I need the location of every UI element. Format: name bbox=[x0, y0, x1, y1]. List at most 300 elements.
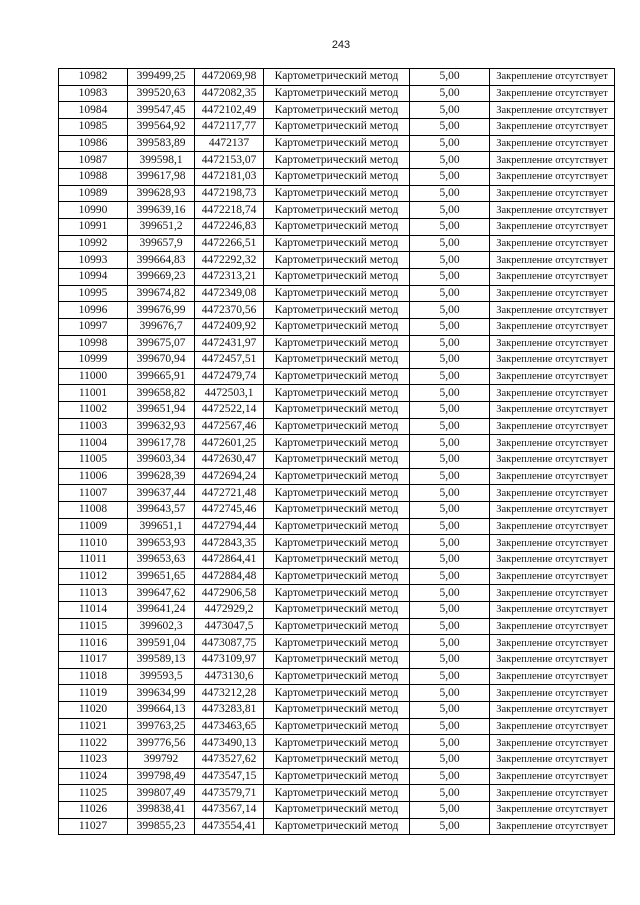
table-row bbox=[59, 602, 615, 619]
fixing-description-cell: Закрепление отсутствует bbox=[490, 402, 615, 419]
x-coordinate-cell: 399669,23 bbox=[128, 268, 195, 285]
table-row bbox=[59, 485, 615, 502]
accuracy-cell: 5,00 bbox=[410, 685, 490, 702]
point-number-cell: 11013 bbox=[59, 585, 128, 602]
fixing-description-cell: Закрепление отсутствует bbox=[490, 69, 615, 86]
fixing-description-cell: Закрепление отсутствует bbox=[490, 485, 615, 502]
method-cell: Картометрический метод bbox=[264, 252, 410, 269]
fixing-description-cell: Закрепление отсутствует bbox=[490, 335, 615, 352]
fixing-description-cell: Закрепление отсутствует bbox=[490, 135, 615, 152]
accuracy-cell: 5,00 bbox=[410, 585, 490, 602]
y-coordinate-cell: 4473527,62 bbox=[195, 751, 264, 768]
y-coordinate-cell: 4472864,41 bbox=[195, 552, 264, 569]
fixing-description-cell: Закрепление отсутствует bbox=[490, 618, 615, 635]
fixing-description-cell: Закрепление отсутствует bbox=[490, 735, 615, 752]
x-coordinate-cell: 399628,93 bbox=[128, 185, 195, 202]
table-row bbox=[59, 552, 615, 569]
point-number-cell: 11010 bbox=[59, 535, 128, 552]
point-number-cell: 11003 bbox=[59, 418, 128, 435]
table-row bbox=[59, 468, 615, 485]
x-coordinate-cell: 399763,25 bbox=[128, 718, 195, 735]
method-cell: Картометрический метод bbox=[264, 768, 410, 785]
y-coordinate-cell: 4472457,51 bbox=[195, 352, 264, 369]
point-number-cell: 11012 bbox=[59, 568, 128, 585]
table-row bbox=[59, 635, 615, 652]
point-number-cell: 11025 bbox=[59, 785, 128, 802]
point-number-cell: 11015 bbox=[59, 618, 128, 635]
point-number-cell: 10993 bbox=[59, 252, 128, 269]
x-coordinate-cell: 399591,04 bbox=[128, 635, 195, 652]
y-coordinate-cell: 4472721,48 bbox=[195, 485, 264, 502]
x-coordinate-cell: 399564,92 bbox=[128, 118, 195, 135]
accuracy-cell: 5,00 bbox=[410, 718, 490, 735]
table-row bbox=[59, 618, 615, 635]
fixing-description-cell: Закрепление отсутствует bbox=[490, 635, 615, 652]
y-coordinate-cell: 4472266,51 bbox=[195, 235, 264, 252]
table-row bbox=[59, 168, 615, 185]
y-coordinate-cell: 4473212,28 bbox=[195, 685, 264, 702]
fixing-description-cell: Закрепление отсутствует bbox=[490, 701, 615, 718]
method-cell: Картометрический метод bbox=[264, 318, 410, 335]
y-coordinate-cell: 4472198,73 bbox=[195, 185, 264, 202]
method-cell: Картометрический метод bbox=[264, 185, 410, 202]
x-coordinate-cell: 399589,13 bbox=[128, 651, 195, 668]
table-row bbox=[59, 252, 615, 269]
accuracy-cell: 5,00 bbox=[410, 668, 490, 685]
method-cell: Картометрический метод bbox=[264, 468, 410, 485]
fixing-description-cell: Закрепление отсутствует bbox=[490, 668, 615, 685]
point-number-cell: 10991 bbox=[59, 218, 128, 235]
x-coordinate-cell: 399593,5 bbox=[128, 668, 195, 685]
fixing-description-cell: Закрепление отсутствует bbox=[490, 85, 615, 102]
accuracy-cell: 5,00 bbox=[410, 385, 490, 402]
fixing-description-cell: Закрепление отсутствует bbox=[490, 801, 615, 818]
y-coordinate-cell: 4472694,24 bbox=[195, 468, 264, 485]
accuracy-cell: 5,00 bbox=[410, 318, 490, 335]
y-coordinate-cell: 4472745,46 bbox=[195, 502, 264, 519]
accuracy-cell: 5,00 bbox=[410, 152, 490, 169]
method-cell: Картометрический метод bbox=[264, 285, 410, 302]
accuracy-cell: 5,00 bbox=[410, 218, 490, 235]
fixing-description-cell: Закрепление отсутствует bbox=[490, 602, 615, 619]
table-row bbox=[59, 701, 615, 718]
fixing-description-cell: Закрепление отсутствует bbox=[490, 468, 615, 485]
point-number-cell: 11005 bbox=[59, 452, 128, 469]
accuracy-cell: 5,00 bbox=[410, 818, 490, 835]
accuracy-cell: 5,00 bbox=[410, 168, 490, 185]
accuracy-cell: 5,00 bbox=[410, 502, 490, 519]
table-row bbox=[59, 568, 615, 585]
accuracy-cell: 5,00 bbox=[410, 785, 490, 802]
x-coordinate-cell: 399632,93 bbox=[128, 418, 195, 435]
table-body bbox=[59, 69, 615, 835]
x-coordinate-cell: 399670,94 bbox=[128, 352, 195, 369]
point-number-cell: 11020 bbox=[59, 701, 128, 718]
accuracy-cell: 5,00 bbox=[410, 418, 490, 435]
point-number-cell: 10990 bbox=[59, 202, 128, 219]
method-cell: Картометрический метод bbox=[264, 552, 410, 569]
point-number-cell: 11021 bbox=[59, 718, 128, 735]
table-row bbox=[59, 585, 615, 602]
accuracy-cell: 5,00 bbox=[410, 268, 490, 285]
y-coordinate-cell: 4473130,6 bbox=[195, 668, 264, 685]
x-coordinate-cell: 399651,2 bbox=[128, 218, 195, 235]
x-coordinate-cell: 399598,1 bbox=[128, 152, 195, 169]
x-coordinate-cell: 399838,41 bbox=[128, 801, 195, 818]
fixing-description-cell: Закрепление отсутствует bbox=[490, 585, 615, 602]
method-cell: Картометрический метод bbox=[264, 335, 410, 352]
y-coordinate-cell: 4472522,14 bbox=[195, 402, 264, 419]
y-coordinate-cell: 4472567,46 bbox=[195, 418, 264, 435]
fixing-description-cell: Закрепление отсутствует bbox=[490, 168, 615, 185]
method-cell: Картометрический метод bbox=[264, 602, 410, 619]
x-coordinate-cell: 399657,9 bbox=[128, 235, 195, 252]
method-cell: Картометрический метод bbox=[264, 535, 410, 552]
x-coordinate-cell: 399499,25 bbox=[128, 69, 195, 86]
table-row bbox=[59, 785, 615, 802]
x-coordinate-cell: 399617,78 bbox=[128, 435, 195, 452]
table-row bbox=[59, 318, 615, 335]
table-row bbox=[59, 685, 615, 702]
accuracy-cell: 5,00 bbox=[410, 602, 490, 619]
point-number-cell: 10995 bbox=[59, 285, 128, 302]
method-cell: Картометрический метод bbox=[264, 635, 410, 652]
point-number-cell: 10992 bbox=[59, 235, 128, 252]
fixing-description-cell: Закрепление отсутствует bbox=[490, 818, 615, 835]
accuracy-cell: 5,00 bbox=[410, 202, 490, 219]
table-row bbox=[59, 651, 615, 668]
method-cell: Картометрический метод bbox=[264, 168, 410, 185]
fixing-description-cell: Закрепление отсутствует bbox=[490, 518, 615, 535]
fixing-description-cell: Закрепление отсутствует bbox=[490, 385, 615, 402]
table-row bbox=[59, 801, 615, 818]
point-number-cell: 11018 bbox=[59, 668, 128, 685]
fixing-description-cell: Закрепление отсутствует bbox=[490, 718, 615, 735]
accuracy-cell: 5,00 bbox=[410, 485, 490, 502]
table-row bbox=[59, 302, 615, 319]
method-cell: Картометрический метод bbox=[264, 118, 410, 135]
x-coordinate-cell: 399603,34 bbox=[128, 452, 195, 469]
point-number-cell: 10999 bbox=[59, 352, 128, 369]
table-row bbox=[59, 518, 615, 535]
x-coordinate-cell: 399653,93 bbox=[128, 535, 195, 552]
y-coordinate-cell: 4473554,41 bbox=[195, 818, 264, 835]
accuracy-cell: 5,00 bbox=[410, 568, 490, 585]
accuracy-cell: 5,00 bbox=[410, 135, 490, 152]
accuracy-cell: 5,00 bbox=[410, 468, 490, 485]
y-coordinate-cell: 4473567,14 bbox=[195, 801, 264, 818]
method-cell: Картометрический метод bbox=[264, 402, 410, 419]
fixing-description-cell: Закрепление отсутствует bbox=[490, 418, 615, 435]
method-cell: Картометрический метод bbox=[264, 302, 410, 319]
fixing-description-cell: Закрепление отсутствует bbox=[490, 435, 615, 452]
y-coordinate-cell: 4472292,32 bbox=[195, 252, 264, 269]
method-cell: Картометрический метод bbox=[264, 135, 410, 152]
x-coordinate-cell: 399664,13 bbox=[128, 701, 195, 718]
method-cell: Картометрический метод bbox=[264, 818, 410, 835]
table-row bbox=[59, 135, 615, 152]
x-coordinate-cell: 399637,44 bbox=[128, 485, 195, 502]
point-number-cell: 10988 bbox=[59, 168, 128, 185]
x-coordinate-cell: 399602,3 bbox=[128, 618, 195, 635]
y-coordinate-cell: 4473579,71 bbox=[195, 785, 264, 802]
method-cell: Картометрический метод bbox=[264, 102, 410, 119]
fixing-description-cell: Закрепление отсутствует bbox=[490, 118, 615, 135]
accuracy-cell: 5,00 bbox=[410, 85, 490, 102]
method-cell: Картометрический метод bbox=[264, 735, 410, 752]
point-number-cell: 11001 bbox=[59, 385, 128, 402]
method-cell: Картометрический метод bbox=[264, 518, 410, 535]
method-cell: Картометрический метод bbox=[264, 801, 410, 818]
accuracy-cell: 5,00 bbox=[410, 618, 490, 635]
fixing-description-cell: Закрепление отсутствует bbox=[490, 368, 615, 385]
fixing-description-cell: Закрепление отсутствует bbox=[490, 235, 615, 252]
method-cell: Картометрический метод bbox=[264, 618, 410, 635]
point-number-cell: 11000 bbox=[59, 368, 128, 385]
point-number-cell: 10998 bbox=[59, 335, 128, 352]
table-row bbox=[59, 735, 615, 752]
x-coordinate-cell: 399641,24 bbox=[128, 602, 195, 619]
accuracy-cell: 5,00 bbox=[410, 352, 490, 369]
accuracy-cell: 5,00 bbox=[410, 335, 490, 352]
method-cell: Картометрический метод bbox=[264, 385, 410, 402]
table-row bbox=[59, 352, 615, 369]
point-number-cell: 10989 bbox=[59, 185, 128, 202]
table-row bbox=[59, 118, 615, 135]
accuracy-cell: 5,00 bbox=[410, 535, 490, 552]
x-coordinate-cell: 399658,82 bbox=[128, 385, 195, 402]
table-row bbox=[59, 402, 615, 419]
accuracy-cell: 5,00 bbox=[410, 801, 490, 818]
accuracy-cell: 5,00 bbox=[410, 235, 490, 252]
accuracy-cell: 5,00 bbox=[410, 701, 490, 718]
y-coordinate-cell: 4472409,92 bbox=[195, 318, 264, 335]
x-coordinate-cell: 399651,94 bbox=[128, 402, 195, 419]
table-row bbox=[59, 452, 615, 469]
method-cell: Картометрический метод bbox=[264, 268, 410, 285]
x-coordinate-cell: 399651,65 bbox=[128, 568, 195, 585]
method-cell: Картометрический метод bbox=[264, 218, 410, 235]
point-number-cell: 10987 bbox=[59, 152, 128, 169]
x-coordinate-cell: 399855,23 bbox=[128, 818, 195, 835]
method-cell: Картометрический метод bbox=[264, 651, 410, 668]
y-coordinate-cell: 4472102,49 bbox=[195, 102, 264, 119]
point-number-cell: 10986 bbox=[59, 135, 128, 152]
x-coordinate-cell: 399665,91 bbox=[128, 368, 195, 385]
table-row bbox=[59, 185, 615, 202]
x-coordinate-cell: 399776,56 bbox=[128, 735, 195, 752]
fixing-description-cell: Закрепление отсутствует bbox=[490, 785, 615, 802]
accuracy-cell: 5,00 bbox=[410, 435, 490, 452]
x-coordinate-cell: 399547,45 bbox=[128, 102, 195, 119]
table-row bbox=[59, 718, 615, 735]
accuracy-cell: 5,00 bbox=[410, 69, 490, 86]
accuracy-cell: 5,00 bbox=[410, 751, 490, 768]
fixing-description-cell: Закрепление отсутствует bbox=[490, 102, 615, 119]
accuracy-cell: 5,00 bbox=[410, 285, 490, 302]
fixing-description-cell: Закрепление отсутствует bbox=[490, 318, 615, 335]
point-number-cell: 10984 bbox=[59, 102, 128, 119]
x-coordinate-cell: 399675,07 bbox=[128, 335, 195, 352]
point-number-cell: 10985 bbox=[59, 118, 128, 135]
y-coordinate-cell: 4472794,44 bbox=[195, 518, 264, 535]
point-number-cell: 11023 bbox=[59, 751, 128, 768]
x-coordinate-cell: 399807,49 bbox=[128, 785, 195, 802]
table-row bbox=[59, 85, 615, 102]
method-cell: Картометрический метод bbox=[264, 668, 410, 685]
method-cell: Картометрический метод bbox=[264, 785, 410, 802]
point-number-cell: 10996 bbox=[59, 302, 128, 319]
fixing-description-cell: Закрепление отсутствует bbox=[490, 352, 615, 369]
fixing-description-cell: Закрепление отсутствует bbox=[490, 185, 615, 202]
accuracy-cell: 5,00 bbox=[410, 252, 490, 269]
point-number-cell: 11009 bbox=[59, 518, 128, 535]
point-number-cell: 11006 bbox=[59, 468, 128, 485]
point-number-cell: 11019 bbox=[59, 685, 128, 702]
accuracy-cell: 5,00 bbox=[410, 518, 490, 535]
x-coordinate-cell: 399674,82 bbox=[128, 285, 195, 302]
method-cell: Картометрический метод bbox=[264, 368, 410, 385]
y-coordinate-cell: 4472601,25 bbox=[195, 435, 264, 452]
x-coordinate-cell: 399643,57 bbox=[128, 502, 195, 519]
method-cell: Картометрический метод bbox=[264, 502, 410, 519]
coordinates-table bbox=[58, 68, 615, 835]
accuracy-cell: 5,00 bbox=[410, 552, 490, 569]
point-number-cell: 11016 bbox=[59, 635, 128, 652]
table-row bbox=[59, 435, 615, 452]
method-cell: Картометрический метод bbox=[264, 85, 410, 102]
method-cell: Картометрический метод bbox=[264, 685, 410, 702]
y-coordinate-cell: 4472370,56 bbox=[195, 302, 264, 319]
fixing-description-cell: Закрепление отсутствует bbox=[490, 152, 615, 169]
table-row bbox=[59, 818, 615, 835]
fixing-description-cell: Закрепление отсутствует bbox=[490, 252, 615, 269]
method-cell: Картометрический метод bbox=[264, 568, 410, 585]
fixing-description-cell: Закрепление отсутствует bbox=[490, 218, 615, 235]
point-number-cell: 10997 bbox=[59, 318, 128, 335]
y-coordinate-cell: 4472153,07 bbox=[195, 152, 264, 169]
x-coordinate-cell: 399583,89 bbox=[128, 135, 195, 152]
point-number-cell: 11011 bbox=[59, 552, 128, 569]
point-number-cell: 11026 bbox=[59, 801, 128, 818]
point-number-cell: 10982 bbox=[59, 69, 128, 86]
method-cell: Картометрический метод bbox=[264, 235, 410, 252]
method-cell: Картометрический метод bbox=[264, 585, 410, 602]
table-row bbox=[59, 152, 615, 169]
method-cell: Картометрический метод bbox=[264, 452, 410, 469]
method-cell: Картометрический метод bbox=[264, 69, 410, 86]
x-coordinate-cell: 399653,63 bbox=[128, 552, 195, 569]
accuracy-cell: 5,00 bbox=[410, 102, 490, 119]
y-coordinate-cell: 4472479,74 bbox=[195, 368, 264, 385]
table-row bbox=[59, 69, 615, 86]
method-cell: Картометрический метод bbox=[264, 418, 410, 435]
point-number-cell: 11024 bbox=[59, 768, 128, 785]
y-coordinate-cell: 4472137 bbox=[195, 135, 264, 152]
table-row bbox=[59, 268, 615, 285]
y-coordinate-cell: 4472929,2 bbox=[195, 602, 264, 619]
x-coordinate-cell: 399628,39 bbox=[128, 468, 195, 485]
fixing-description-cell: Закрепление отсутствует bbox=[490, 285, 615, 302]
x-coordinate-cell: 399664,83 bbox=[128, 252, 195, 269]
point-number-cell: 11022 bbox=[59, 735, 128, 752]
point-number-cell: 11007 bbox=[59, 485, 128, 502]
accuracy-cell: 5,00 bbox=[410, 768, 490, 785]
y-coordinate-cell: 4472117,77 bbox=[195, 118, 264, 135]
y-coordinate-cell: 4473463,65 bbox=[195, 718, 264, 735]
x-coordinate-cell: 399792 bbox=[128, 751, 195, 768]
fixing-description-cell: Закрепление отсутствует bbox=[490, 535, 615, 552]
y-coordinate-cell: 4472503,1 bbox=[195, 385, 264, 402]
y-coordinate-cell: 4473047,5 bbox=[195, 618, 264, 635]
accuracy-cell: 5,00 bbox=[410, 735, 490, 752]
table-row bbox=[59, 235, 615, 252]
table-row bbox=[59, 535, 615, 552]
y-coordinate-cell: 4472181,03 bbox=[195, 168, 264, 185]
y-coordinate-cell: 4472884,48 bbox=[195, 568, 264, 585]
table-row bbox=[59, 768, 615, 785]
x-coordinate-cell: 399647,62 bbox=[128, 585, 195, 602]
table-row bbox=[59, 751, 615, 768]
accuracy-cell: 5,00 bbox=[410, 368, 490, 385]
table-row bbox=[59, 385, 615, 402]
fixing-description-cell: Закрепление отсутствует bbox=[490, 768, 615, 785]
table-row bbox=[59, 502, 615, 519]
y-coordinate-cell: 4473087,75 bbox=[195, 635, 264, 652]
accuracy-cell: 5,00 bbox=[410, 651, 490, 668]
y-coordinate-cell: 4472431,97 bbox=[195, 335, 264, 352]
x-coordinate-cell: 399520,63 bbox=[128, 85, 195, 102]
accuracy-cell: 5,00 bbox=[410, 635, 490, 652]
y-coordinate-cell: 4473547,15 bbox=[195, 768, 264, 785]
point-number-cell: 11027 bbox=[59, 818, 128, 835]
y-coordinate-cell: 4473109,97 bbox=[195, 651, 264, 668]
method-cell: Картометрический метод bbox=[264, 751, 410, 768]
x-coordinate-cell: 399676,99 bbox=[128, 302, 195, 319]
fixing-description-cell: Закрепление отсутствует bbox=[490, 751, 615, 768]
method-cell: Картометрический метод bbox=[264, 202, 410, 219]
y-coordinate-cell: 4473283,81 bbox=[195, 701, 264, 718]
page-number: 243 bbox=[331, 39, 351, 51]
fixing-description-cell: Закрепление отсутствует bbox=[490, 568, 615, 585]
method-cell: Картометрический метод bbox=[264, 485, 410, 502]
fixing-description-cell: Закрепление отсутствует bbox=[490, 651, 615, 668]
point-number-cell: 11017 bbox=[59, 651, 128, 668]
fixing-description-cell: Закрепление отсутствует bbox=[490, 502, 615, 519]
accuracy-cell: 5,00 bbox=[410, 118, 490, 135]
method-cell: Картометрический метод bbox=[264, 701, 410, 718]
fixing-description-cell: Закрепление отсутствует bbox=[490, 452, 615, 469]
point-number-cell: 11004 bbox=[59, 435, 128, 452]
x-coordinate-cell: 399639,16 bbox=[128, 202, 195, 219]
table-row bbox=[59, 368, 615, 385]
point-number-cell: 10983 bbox=[59, 85, 128, 102]
y-coordinate-cell: 4472082,35 bbox=[195, 85, 264, 102]
x-coordinate-cell: 399617,98 bbox=[128, 168, 195, 185]
y-coordinate-cell: 4472218,74 bbox=[195, 202, 264, 219]
accuracy-cell: 5,00 bbox=[410, 402, 490, 419]
method-cell: Картометрический метод bbox=[264, 435, 410, 452]
fixing-description-cell: Закрепление отсутствует bbox=[490, 302, 615, 319]
y-coordinate-cell: 4472349,08 bbox=[195, 285, 264, 302]
table-row bbox=[59, 218, 615, 235]
fixing-description-cell: Закрепление отсутствует bbox=[490, 268, 615, 285]
method-cell: Картометрический метод bbox=[264, 718, 410, 735]
table-row bbox=[59, 202, 615, 219]
accuracy-cell: 5,00 bbox=[410, 452, 490, 469]
point-number-cell: 11002 bbox=[59, 402, 128, 419]
method-cell: Картометрический метод bbox=[264, 152, 410, 169]
